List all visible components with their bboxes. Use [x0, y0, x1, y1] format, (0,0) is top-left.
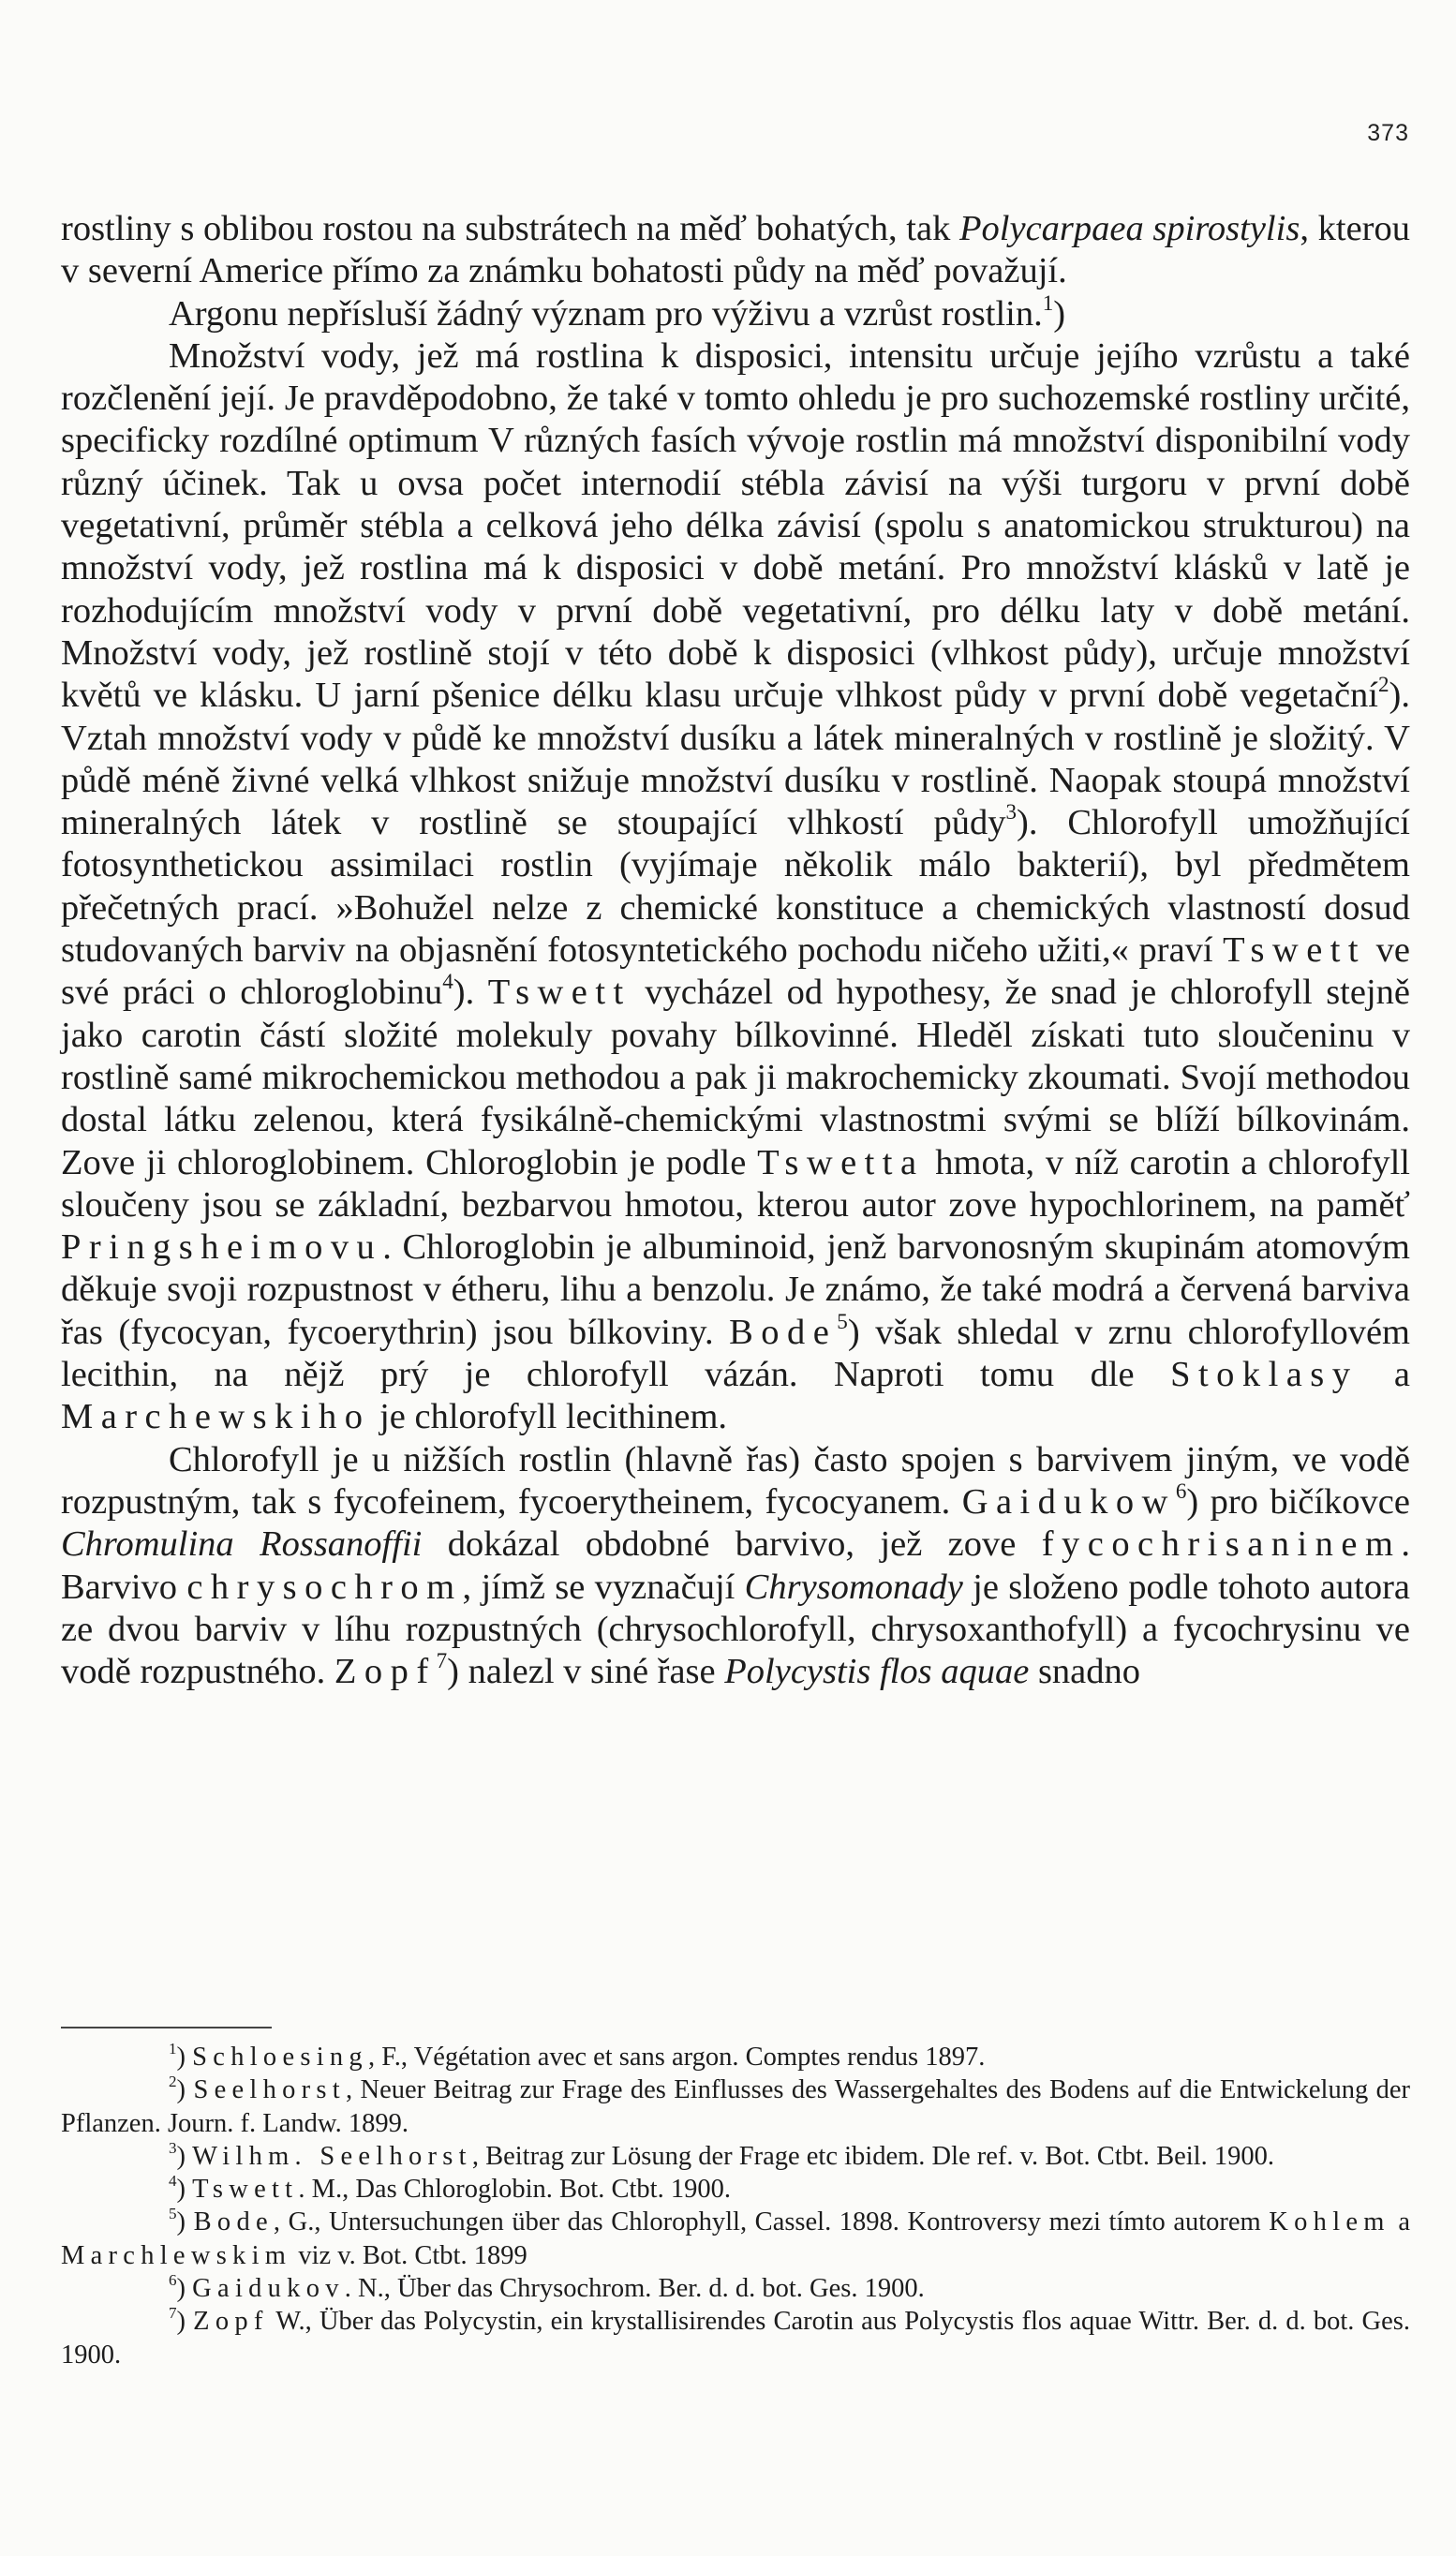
author-name: Seelhorst [193, 2075, 346, 2105]
text-run: , Beitrag zur Lösung der Frage etc ibidem. Dle ref. v. Bot. Ctbt. Beil. 1900. [471, 2141, 1274, 2171]
text-run: a [1358, 1355, 1410, 1395]
text-run: ) [176, 2207, 194, 2237]
footnote [61, 2173, 1410, 2206]
footnote [61, 2140, 1410, 2173]
author-name: Wilhm. Seelhorst [192, 2141, 472, 2171]
text-run: . N., Über das Chrysochrom. Ber. d. d. bot. Ges. 1900. [344, 2274, 925, 2304]
text-run: ) [176, 2175, 193, 2205]
paragraph [61, 1439, 1410, 1694]
paragraph [61, 335, 1410, 1439]
paragraph [61, 290, 1410, 335]
author-name: Gaidukow [961, 1481, 1176, 1522]
text-run: ) [176, 2307, 194, 2337]
author-name: chrysochrom [186, 1567, 463, 1607]
footnote-ref: 1 [169, 2040, 177, 2058]
text-run: ) [176, 2075, 194, 2105]
footnote-ref: 1 [1042, 290, 1054, 315]
footnote-ref: 4 [442, 969, 453, 994]
text-run: W., Über das Polycystin, ein krystallisirendes Carotin aus Polycystis flos aquae Wittr. Ber. d. d. bot. Ges. 1900. [61, 2307, 1410, 2370]
author-name: Zopf [334, 1652, 437, 1692]
text-run: ). [453, 973, 488, 1013]
text-run: , F., Végétation avec et sans argon. Comptes rendus 1897. [367, 2043, 986, 2072]
text-run: , G., Untersuchungen über das Chlorophyll, Cassel. 1898. Kontroversy mezi tímto autorem [273, 2207, 1270, 2237]
text-run: , Neuer Beitrag zur Frage des Einflusses des Wassergehaltes des Bodens auf die Entwickelung der Pflanzen. Journ. f. Landw. 1899. [61, 2075, 1411, 2138]
footnote [61, 2272, 1410, 2305]
footnote [61, 2073, 1410, 2140]
text-run: ) [1053, 293, 1066, 334]
footnotes [61, 2041, 1410, 2371]
italic-species-name: Polycystis flos aquae [724, 1652, 1030, 1692]
author-name: Marchlewskim [61, 2240, 292, 2270]
italic-species-name: Chromulina Rossanoffii [61, 1524, 423, 1565]
footnote-ref: 2 [169, 2073, 177, 2091]
author-name: Pringsheimovu [61, 1227, 383, 1268]
text-run: . Barvivo [61, 1524, 1410, 1607]
footnote-ref: 4 [169, 2172, 177, 2191]
text-run: Chlorofyll je u nižších rostlin (hlavně řas) často spojen s barvivem jiným, ve vodě rozpustným, tak s fycofeinem, fycoerytheinem, fycocyanem. [61, 1439, 1410, 1522]
text-run: ) však shledal v zrnu chlorofyllovém lecithin, na nějž prý je chlorofyll vázán. Naproti tomu dle [61, 1312, 1410, 1395]
text-run: ) nalezl v siné řase [447, 1652, 725, 1692]
author-name: fycochrisaninem [1041, 1524, 1402, 1565]
text-run: dokázal obdobné barvivo, jež zove [422, 1524, 1042, 1565]
footnote-ref: 7 [169, 2304, 177, 2323]
text-run: ) [176, 2274, 193, 2304]
text-run: , jímž se vyznačují [462, 1567, 745, 1607]
text-run: . Chloroglobin je albuminoid, jenž barvonosným skupinám atomovým děkuje svoji rozpustnost v étheru, lihu a benzolu. Je známo, že také modrá a červená barviva řas (fycocyan, fycoerythrin) jsou bílkoviny. [61, 1227, 1410, 1352]
italic-species-name: Chrysomonady [744, 1567, 963, 1607]
body-text [61, 208, 1410, 1693]
footnote-ref: 6 [169, 2271, 177, 2290]
text-run: snadno [1029, 1652, 1141, 1692]
text-run: ). Chlorofyll umožňující fotosynthetickou assimilaci rostlin (vyjímaje několik málo bakterií), byl předmětem přečetných prací. »Bohužel nelze z chemické konstituce a chemických vlastností dosud studovaných barviv na objasnění fotosyntetického pochodu ničeho užiti,« praví [61, 803, 1410, 971]
footnote [61, 2041, 1410, 2073]
author-name: Tswett [192, 2175, 299, 2205]
text-run: ) pro bičíkovce [1186, 1481, 1410, 1522]
footnote-ref: 7 [436, 1647, 448, 1672]
text-run: viz v. Bot. Ctbt. 1899 [291, 2240, 527, 2270]
page-number: 373 [1367, 120, 1409, 146]
footnote-ref: 2 [1378, 672, 1389, 697]
author-name: Tswett [1223, 930, 1367, 971]
footnote-ref: 5 [169, 2205, 177, 2223]
author-name: Tswett [487, 973, 631, 1013]
italic-species-name: Polycarpaea spirostylis [959, 209, 1300, 248]
footnote-ref: 6 [1175, 1478, 1187, 1503]
text-run: . M., Das Chloroglobin. Bot. Ctbt. 1900. [298, 2175, 731, 2205]
text-run: rostliny s oblibou rostou na substrátech na měď bohatých, tak [61, 209, 960, 248]
author-name: Bode [193, 2207, 274, 2237]
text-run: Množství vody, jež má rostlina k disposici, intensitu určuje jejího vzrůstu a také rozčlenění její. Je pravděpodobno, že také v tomto ohledu je pro suchozemské rostliny určité, specificky rozdílné optimum V různých fasích vývoje rostlin má množství disponibilní vody různý účinek. Tak u ovsa počet internodií stébla závisí na výši turgoru v první době vegetativní, průměr stébla a celková jeho délka závisí (spolu s anatomickou strukturou) na množství vody, jež rostlina má k disposici v době metání. Pro množství klásků v latě je rozhodujícím množství vody v první době vegetativní, pro délku laty v době metání. Množství vody, jež rostlině stojí v této době k disposici (vlhkost půdy), určuje množství květů ve klásku. U jarní pšenice délku klasu určuje vlhkost půdy v první době vegetační [61, 335, 1410, 716]
footnote-divider [61, 2027, 272, 2028]
paragraph [61, 208, 1410, 293]
author-name: Gaidukov [192, 2274, 345, 2304]
author-name: Tswetta [757, 1142, 925, 1182]
author-name: Stoklasy [1170, 1355, 1359, 1395]
author-name: Zopf [193, 2307, 269, 2337]
text-run: hmota, v níž carotin a chlorofyll sloučeny jsou se základní, bezbarvou hmotou, kterou autor zove hypochlorinem, na paměť [61, 1142, 1410, 1225]
author-name: Marchewskiho [61, 1397, 371, 1437]
text-run: je chlorofyll lecithinem. [370, 1397, 728, 1437]
footnote [61, 2305, 1410, 2371]
author-name: Kohlem [1269, 2207, 1390, 2237]
text-run: ve své práci o chloroglobinu [61, 930, 1410, 1013]
text-run: Argonu nepřísluší žádný význam pro výživu a vzrůst rostlin. [169, 293, 1043, 334]
footnote-ref: 3 [169, 2138, 177, 2157]
text-run: ) [176, 2141, 193, 2171]
text-run: vycházel od hypothesy, že snad je chlorofyll stejně jako carotin částí složité molekuly povahy bílkovinné. Hleděl získati tuto sloučeninu v rostlině samé mikrochemickou methodou a pak ji makrochemicky zkoumati. Svojí methodou dostal látku zelenou, která fysikálně-chemickými vlastnostmi svými se blíží bílkovinám. Zove ji chloroglobinem. Chloroglobin je podle [61, 973, 1411, 1182]
footnote [61, 2206, 1410, 2272]
author-name: Bode [729, 1312, 838, 1352]
text-run: je složeno podle tohoto autora ze dvou barviv v líhu rozpustných (chrysochlorofyll, chrysoxanthofyll) a fycochrysinu ve vodě rozpustného. [61, 1567, 1410, 1692]
text-run: ). Vztah množství vody v půdě ke množství dusíku a látek mineralných v rostlině je složitý. V půdě méně živné velká vlhkost snižuje množství dusíku v rostlině. Naopak stoupá množství mineralných látek v rostlině se stoupající vlhkostí půdy [61, 676, 1410, 843]
text-run: a [1389, 2207, 1410, 2237]
footnote-ref: 3 [1005, 799, 1018, 824]
author-name: Schloesing [192, 2043, 368, 2072]
text-run: , kterou v severní Americe přímo za známku bohatosti půdy na měď považují. [61, 209, 1410, 291]
footnote-ref: 5 [837, 1308, 848, 1333]
text-run: ) [176, 2043, 193, 2072]
